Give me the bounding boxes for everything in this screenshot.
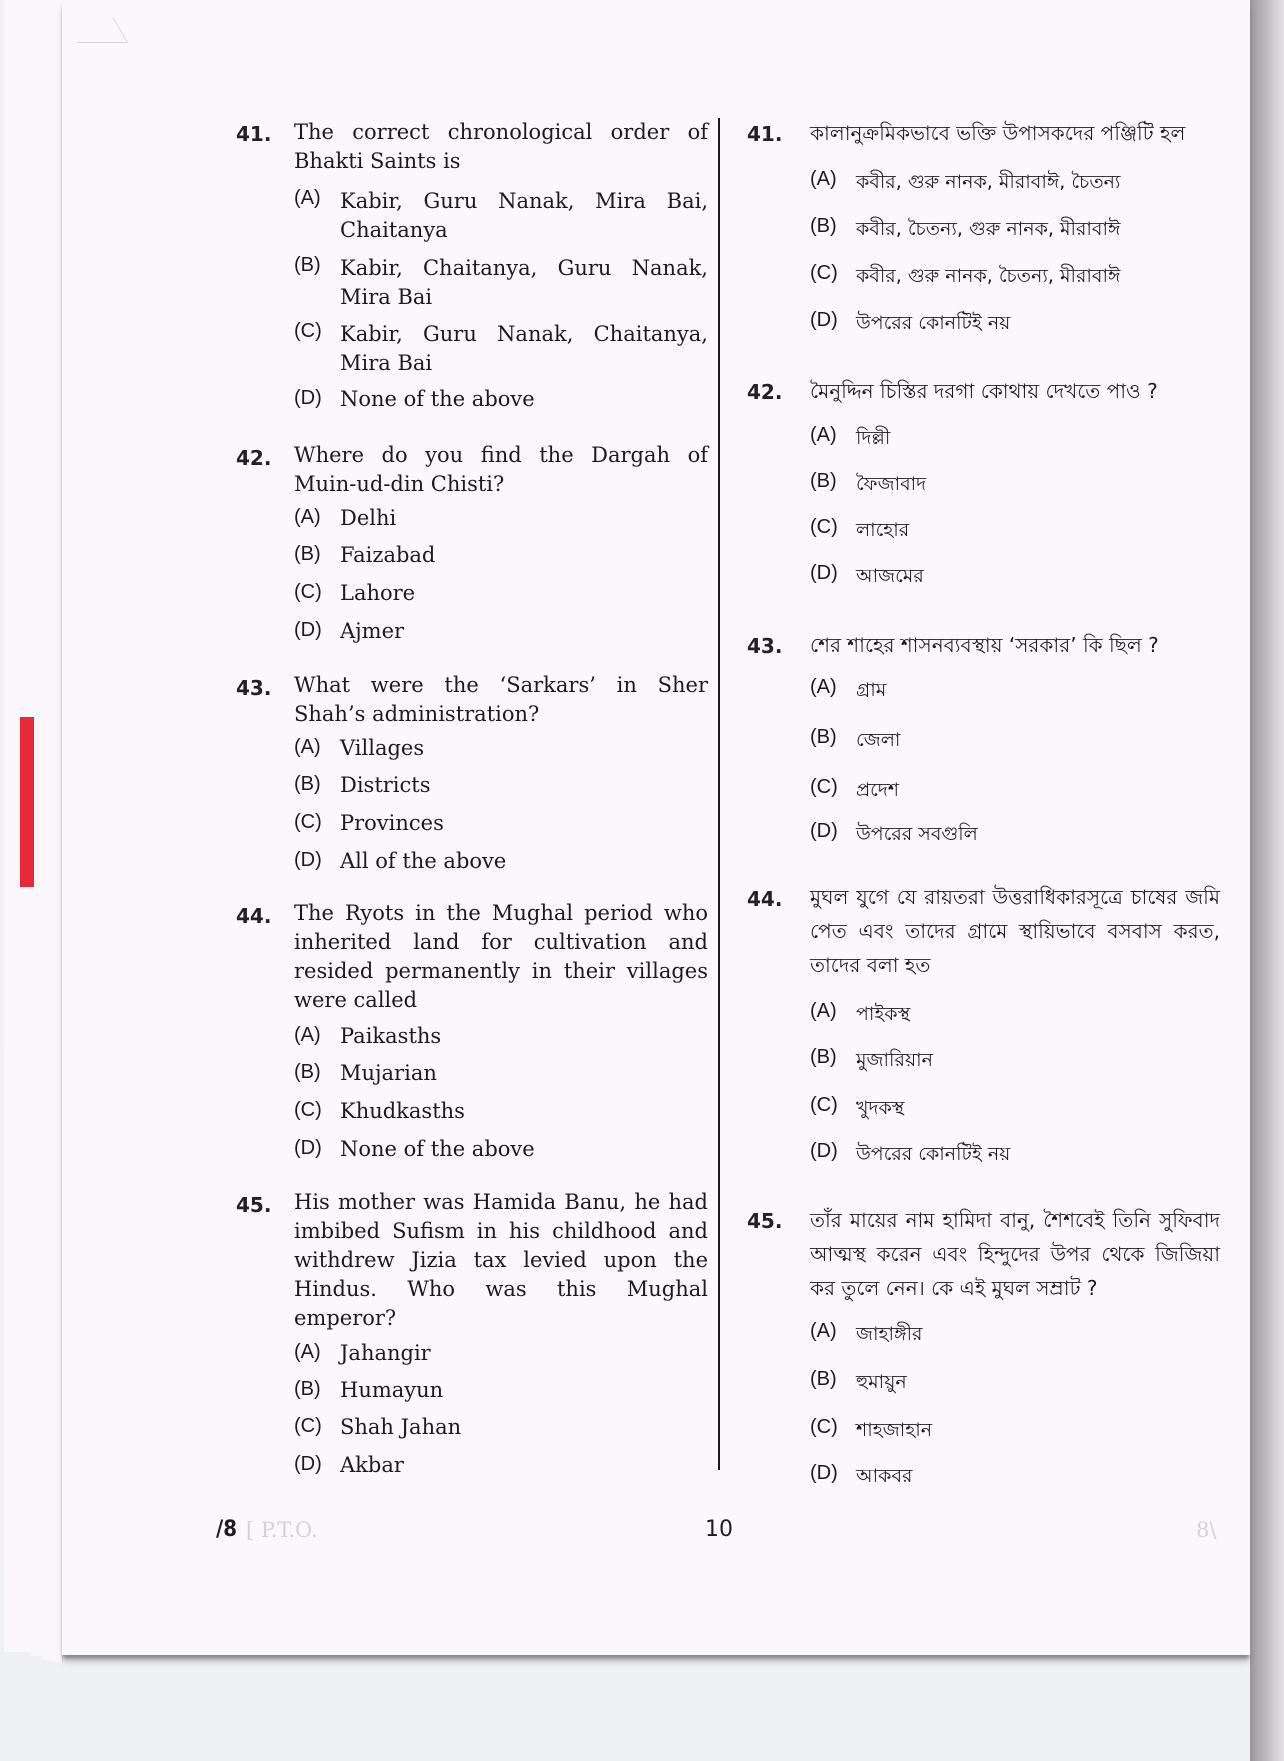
option-label: (D) (294, 387, 322, 409)
option-text: All of the above (340, 849, 507, 873)
option-text: Mujarian (340, 1061, 437, 1085)
option-label: (D) (294, 1453, 322, 1475)
option-label: (A) (294, 736, 321, 758)
option-label: (C) (810, 1094, 838, 1116)
option-label: (A) (810, 1000, 837, 1022)
option-c[interactable] (294, 811, 444, 835)
option-label: (B) (810, 1368, 837, 1390)
question-number: 44. (236, 904, 272, 928)
option-text: প্রদেশ (856, 779, 900, 801)
question-number: 41. (236, 122, 272, 146)
option-label: (B) (810, 726, 837, 748)
option-b[interactable] (294, 1378, 443, 1402)
scanner-edge-shadow (1250, 0, 1284, 1761)
option-d[interactable] (294, 849, 506, 873)
option-label: (D) (294, 849, 322, 871)
option-d[interactable] (810, 1140, 1010, 1172)
option-text: Humayun (340, 1378, 444, 1402)
option-d[interactable] (810, 309, 1010, 341)
option-text: Faizabad (340, 543, 436, 567)
option-text: Akbar (340, 1453, 404, 1477)
question-text: What were the ‘Sarkars’ in Sher Shah’s administration? (294, 673, 708, 726)
option-text: Ajmer (340, 619, 405, 643)
option-text: Shah Jahan (340, 1415, 462, 1439)
option-a[interactable] (810, 1320, 923, 1352)
option-text: কবীর, গুরু নানক, চৈতন্য, মীরাবাঈ (856, 265, 1121, 287)
option-label: (A) (810, 424, 837, 446)
option-text: Lahore (340, 581, 416, 605)
option-b[interactable] (294, 254, 708, 312)
option-text: কবীর, চৈতন্য, গুরু নানক, মীরাবাঈ (856, 218, 1121, 240)
option-d[interactable] (810, 820, 978, 852)
option-text: দিল্লী (856, 427, 891, 449)
question-text: কালানুক্রমিকভাবে ভক্তি উপাসকদের পঞ্জিটি হল (810, 121, 1186, 145)
option-label: (C) (294, 581, 322, 603)
option-label: (B) (810, 215, 837, 237)
question-number: 45. (236, 1193, 272, 1217)
option-label: (C) (294, 811, 322, 833)
option-label: (C) (294, 320, 322, 342)
option-text: উপরের কোনটিই নয় (856, 312, 1011, 334)
question-text: The Ryots in the Mughal period who inherited land for cultivation and resided permanently in their villages were called (294, 901, 708, 1012)
option-text: Paikasths (340, 1024, 442, 1048)
option-label: (B) (294, 773, 321, 795)
option-label: (B) (294, 543, 321, 565)
option-label: (D) (810, 562, 838, 584)
option-text: আজমের (856, 565, 924, 587)
option-text: লাহোর (856, 519, 910, 541)
option-a[interactable] (294, 1024, 441, 1048)
option-c[interactable] (810, 776, 899, 808)
option-text: None of the above (340, 387, 535, 411)
option-label: (D) (810, 1462, 838, 1484)
option-label: (D) (294, 619, 322, 641)
option-c[interactable] (294, 1415, 461, 1439)
option-c[interactable] (294, 320, 708, 378)
option-d[interactable] (294, 1137, 535, 1161)
option-label: (A) (294, 1024, 321, 1046)
show-through-code: /8 (1196, 1518, 1217, 1542)
option-text: কবীর, গুরু নানক, মীরাবাঈ, চৈতন্য (856, 171, 1121, 193)
question-text: শের শাহের শাসনব্যবস্থায় ‘সরকার’ কি ছিল ? (810, 633, 1159, 657)
option-label: (D) (810, 1140, 838, 1162)
option-a[interactable] (810, 1000, 910, 1032)
option-a[interactable] (294, 187, 708, 245)
option-text: None of the above (340, 1137, 535, 1161)
option-text: হুমায়ুন (856, 1371, 907, 1393)
option-label: (A) (294, 1341, 321, 1363)
option-label: (C) (810, 1416, 838, 1438)
option-text: Districts (340, 773, 431, 797)
option-d[interactable] (810, 1462, 912, 1494)
option-text: Kabir, Guru Nanak, Chaitanya, Mira Bai (340, 322, 708, 375)
option-c[interactable] (810, 262, 1120, 294)
option-text: শাহজাহান (856, 1419, 933, 1441)
option-label: (B) (810, 1046, 837, 1068)
option-text: জাহাঙ্গীর (856, 1323, 923, 1345)
option-c[interactable] (810, 1094, 904, 1126)
option-b[interactable] (294, 543, 435, 567)
option-b[interactable] (810, 1368, 907, 1400)
option-text: মুজারিয়ান (856, 1049, 933, 1071)
question-text: মুঘল যুগে যে রায়তরা উত্তরাধিকারসূত্রে চাষের জমি পেত এবং তাদের গ্রামে স্থায়িভাবে বসবাস করত, তাদের বলা হত (810, 885, 1220, 977)
option-text: Provinces (340, 811, 444, 835)
question-number: 44. (747, 887, 783, 911)
option-label: (C) (810, 776, 838, 798)
option-label: (C) (294, 1099, 322, 1121)
option-b[interactable] (810, 1046, 933, 1078)
option-label: (D) (294, 1137, 322, 1159)
option-d[interactable] (294, 619, 404, 643)
question-text: মৈনুদ্দিন চিস্তির দরগা কোথায় দেখতে পাও ? (810, 379, 1158, 403)
option-label: (C) (810, 262, 838, 284)
option-b[interactable] (294, 1061, 437, 1085)
option-text: Khudkasths (340, 1099, 465, 1123)
option-text: ফৈজাবাদ (856, 473, 927, 495)
option-text: খুদকস্থ (856, 1097, 905, 1119)
option-a[interactable] (294, 736, 424, 760)
option-a[interactable] (810, 676, 886, 708)
option-label: (C) (294, 1415, 322, 1437)
option-label: (B) (294, 1378, 321, 1400)
option-text: Delhi (340, 506, 397, 530)
option-b[interactable] (810, 470, 926, 502)
option-text: আকবর (856, 1465, 913, 1487)
option-label: (D) (810, 820, 838, 842)
option-text: উপরের কোনটিই নয় (856, 1143, 1011, 1165)
option-c[interactable] (810, 516, 909, 548)
exam-page (62, 0, 1250, 1655)
option-a[interactable] (294, 506, 396, 530)
option-label: (C) (810, 516, 838, 538)
question-text: তাঁর মায়ের নাম হামিদা বানু, শৈশবেই তিনি সুফিবাদ আত্মস্থ করেন এবং হিন্দুদের উপর থেকে জিজিয়া কর তুলে নেন। কে এই মুঘল সম্রাট ? (810, 1208, 1220, 1300)
option-c[interactable] (810, 1416, 932, 1448)
option-a[interactable] (810, 424, 890, 456)
option-d[interactable] (810, 562, 924, 594)
question-number: 42. (236, 446, 272, 470)
option-d[interactable] (294, 387, 535, 411)
question-number: 43. (236, 676, 272, 700)
option-d[interactable] (294, 1453, 404, 1477)
option-b[interactable] (810, 215, 1120, 247)
option-text: Jahangir (340, 1341, 431, 1365)
question-text: The correct chronological order of Bhakti Saints is (294, 120, 708, 173)
question-text: His mother was Hamida Banu, he had imbibed Sufism in his childhood and withdrew Jizia tax levied upon the Hindus. Who was this Mughal emperor? (294, 1190, 708, 1330)
option-label: (D) (810, 309, 838, 331)
page-number: 10 (705, 1517, 733, 1542)
option-label: (A) (810, 1320, 837, 1342)
question-number: 41. (747, 122, 783, 146)
question-number: 42. (747, 380, 783, 404)
option-label: (B) (294, 254, 321, 276)
question-number: 45. (747, 1209, 783, 1233)
option-text: Villages (340, 736, 425, 760)
option-label: (A) (810, 168, 837, 190)
red-tab-marker (20, 717, 34, 887)
option-label: (A) (294, 187, 321, 209)
paper-code: /8 (216, 1517, 238, 1542)
option-label: (B) (294, 1061, 321, 1083)
show-through-pto: [ P.T.O. (246, 1518, 318, 1542)
option-a[interactable] (810, 168, 1120, 200)
option-b[interactable] (810, 726, 900, 758)
option-c[interactable] (294, 581, 415, 605)
question-text: Where do you find the Dargah of Muin-ud-din Chisti? (294, 443, 708, 496)
column-divider (718, 118, 720, 1470)
option-label: (A) (294, 506, 321, 528)
option-text: উপরের সবগুলি (856, 823, 978, 845)
option-text: Kabir, Chaitanya, Guru Nanak, Mira Bai (340, 256, 708, 309)
option-label: (B) (810, 470, 837, 492)
option-text: গ্রাম (856, 679, 887, 701)
option-a[interactable] (294, 1341, 431, 1365)
option-text: Kabir, Guru Nanak, Mira Bai, Chaitanya (340, 189, 708, 242)
option-label: (A) (810, 676, 837, 698)
option-c[interactable] (294, 1099, 465, 1123)
option-b[interactable] (294, 773, 431, 797)
option-text: পাইকস্থ (856, 1003, 911, 1025)
question-number: 43. (747, 634, 783, 658)
option-text: জেলা (856, 729, 901, 751)
